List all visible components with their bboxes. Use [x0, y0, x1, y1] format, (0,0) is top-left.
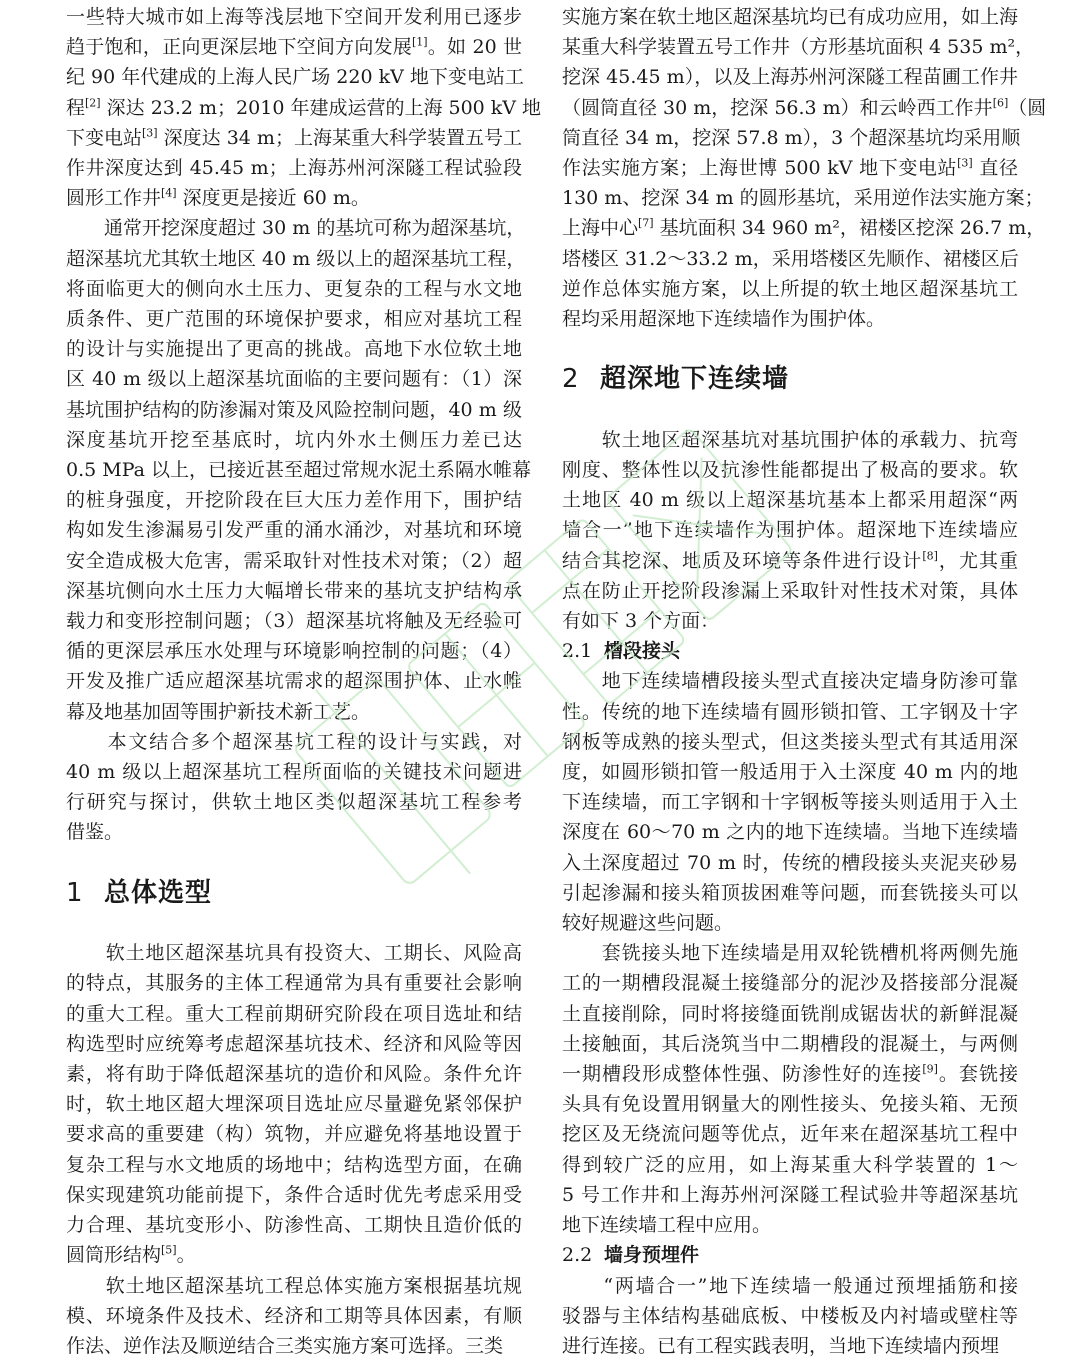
- text-line: 头具有免设置用钢量大的刚性接头、免接头箱、无预: [562, 1089, 1018, 1119]
- citation-ref: [9]: [922, 1063, 938, 1076]
- text-line: 下变电站[3] 深度达 34 m；上海某重大科学装置五号工: [66, 123, 522, 153]
- paragraph: [562, 666, 1018, 938]
- text-line: 40 m 级以上超深基坑工程所面临的关键技术问题进: [66, 757, 522, 787]
- section-number: 2: [562, 364, 600, 394]
- text-line: 幕及地基加固等围护新技术新工艺。: [66, 697, 522, 727]
- text-line: 工的一期槽段混凝土接缝部分的泥沙及搭接部分混凝: [562, 968, 1018, 998]
- subsection-heading: [562, 636, 1018, 666]
- text-line: 结合其挖深、地质及环境等条件进行设计[8]，尤其重: [562, 546, 1018, 576]
- text-line: 程[2] 深达 23.2 m；2010 年建成运营的上海 500 kV 地: [66, 93, 522, 123]
- text-line: 将面临更大的侧向水土压力、更复杂的工程与水文地: [66, 274, 522, 304]
- paragraph: [66, 727, 522, 848]
- spacer: [562, 395, 1018, 425]
- text-line: 保实现建筑功能前提下，条件合适时优先考虑采用受: [66, 1180, 522, 1210]
- section-title: 超深地下连续墙: [600, 364, 789, 394]
- text-line: 力合理、基坑变形小、防渗性高、工期快且造价低的: [66, 1210, 522, 1240]
- text-line: 行研究与探讨，供软土地区类似超深基坑工程参考: [66, 787, 522, 817]
- text-line: 深基坑侧向水土压力大幅增长带来的基坑支护结构承: [66, 576, 522, 606]
- text-line: 圆形工作井[4] 深度更是接近 60 m。: [66, 183, 522, 213]
- text-line: 开发及推广适应超深基坑需求的超深围护体、止水帷: [66, 666, 522, 696]
- text-line: 刚度、整体性以及抗渗性能都提出了极高的要求。软: [562, 455, 1018, 485]
- text-line: 的特点，其服务的主体工程通常为具有重要社会影响: [66, 968, 522, 998]
- paragraph: [66, 213, 522, 726]
- citation-ref: [3]: [957, 157, 973, 170]
- text-line: 构选型时应统筹考虑超深基坑技术、经济和风险等因: [66, 1029, 522, 1059]
- text-line: 5 号工作井和上海苏州河深隧工程试验井等超深基坑: [562, 1180, 1018, 1210]
- text-line: 套铣接头地下连续墙是用双轮铣槽机将两侧先施: [562, 938, 1018, 968]
- text-line: 构如发生渗漏易引发严重的涌水涌沙，对基坑和环境: [66, 515, 522, 545]
- paragraph: [66, 938, 522, 1270]
- text-line: 要求高的重要建（构）筑物，并应避免将基地设置于: [66, 1119, 522, 1149]
- section-heading: [66, 878, 522, 908]
- text-line: 逆作总体实施方案，以上所提的软土地区超深基坑工: [562, 274, 1018, 304]
- citation-ref: [8]: [922, 549, 938, 562]
- text-line: 一些特大城市如上海等浅层地下空间开发利用已逐步: [66, 2, 522, 32]
- text-line: 入土深度超过 70 m 时，传统的槽段接头夹泥夹砂易: [562, 848, 1018, 878]
- text-line: 土地区 40 m 级以上超深基坑基本上都采用超深“两: [562, 485, 1018, 515]
- text-line: 基坑围护结构的防渗漏对策及风险控制问题，40 m 级: [66, 395, 522, 425]
- right-column: [562, 2, 1018, 1361]
- section-title: 总体选型: [104, 878, 212, 908]
- text-line: 超深基坑尤其软土地区 40 m 级以上的超深基坑工程，: [66, 244, 522, 274]
- text-line: 地下连续墙槽段接头型式直接决定墙身防渗可靠: [562, 666, 1018, 696]
- subsection-heading: [562, 1240, 1018, 1270]
- text-line: 墙合一”地下连续墙作为围护体。超深地下连续墙应: [562, 515, 1018, 545]
- text-line: 程均采用超深地下连续墙作为围护体。: [562, 304, 1018, 334]
- text-line: 深度在 60～70 m 之内的地下连续墙。当地下连续墙: [562, 817, 1018, 847]
- text-line: 一期槽段形成整体性强、防渗性好的连接[9]。套铣接: [562, 1059, 1018, 1089]
- text-line: 进行连接。已有工程实践表明，当地下连续墙内预埋: [562, 1331, 1018, 1361]
- text-line: 的重大工程。重大工程前期研究阶段在项目选址和结: [66, 999, 522, 1029]
- paragraph: [562, 425, 1018, 636]
- text-line: 时，软土地区超大埋深项目选址应尽量避免紧邻保护: [66, 1089, 522, 1119]
- citation-ref: [4]: [161, 187, 177, 200]
- text-line: 度，如圆形锁扣管一般适用于入土深度 40 m 内的地: [562, 757, 1018, 787]
- text-line: 某重大科学装置五号工作井（方形基坑面积 4 535 m²，: [562, 32, 1018, 62]
- text-line: 本文结合多个超深基坑工程的设计与实践，对: [66, 727, 522, 757]
- spacer: [562, 334, 1018, 364]
- text-line: 质条件、更广范围的环境保护要求，相应对基坑工程: [66, 304, 522, 334]
- citation-ref: [7]: [638, 217, 654, 230]
- text-line: “两墙合一”地下连续墙一般通过预埋插筋和接: [562, 1271, 1018, 1301]
- text-line: 趋于饱和，正向更深层地下空间方向发展[1]。如 20 世: [66, 32, 522, 62]
- text-line: 塔楼区 31.2～33.2 m，采用塔楼区先顺作、裙楼区后: [562, 244, 1018, 274]
- text-line: 作法实施方案；上海世博 500 kV 地下变电站[3] 直径: [562, 153, 1018, 183]
- citation-ref: [2]: [85, 96, 101, 109]
- section-heading: [562, 364, 1018, 394]
- text-line: 有如下 3 个方面：: [562, 606, 1018, 636]
- text-line: 引起渗漏和接头箱顶拔困难等问题，而套铣接头可以: [562, 878, 1018, 908]
- text-line: 软土地区超深基坑具有投资大、工期长、风险高: [66, 938, 522, 968]
- text-line: 复杂工程与水文地质的场地中；结构选型方面，在确: [66, 1150, 522, 1180]
- text-line: 深度基坑开挖至基底时，坑内外水土侧压力差已达: [66, 425, 522, 455]
- citation-ref: [5]: [161, 1244, 177, 1257]
- text-line: 的设计与实施提出了更高的挑战。高地下水位软土地: [66, 334, 522, 364]
- paragraph: [562, 1271, 1018, 1361]
- text-line: 钢板等成熟的接头型式，但这类接头型式有其适用深: [562, 727, 1018, 757]
- text-line: 挖深 45.45 m），以及上海苏州河深隧工程苗圃工作井: [562, 62, 1018, 92]
- paragraph: [66, 1271, 522, 1361]
- citation-ref: [6]: [993, 96, 1009, 109]
- text-line: 实施方案在软土地区超深基坑均已有成功应用，如上海: [562, 2, 1018, 32]
- text-line: 圆筒形结构[5]。: [66, 1240, 522, 1270]
- text-line: 循的更深层承压水处理与环境影响控制的问题；（4）: [66, 636, 522, 666]
- spacer: [66, 908, 522, 938]
- text-line: 通常开挖深度超过 30 m 的基坑可称为超深基坑，: [66, 213, 522, 243]
- left-column: [66, 2, 522, 1361]
- spacer: [66, 848, 522, 878]
- subsection-title: 墙身预埋件: [604, 1244, 699, 1266]
- text-line: 作井深度达到 45.45 m；上海苏州河深隧工程试验段: [66, 153, 522, 183]
- paragraph: [562, 938, 1018, 1240]
- text-line: 点在防止开挖阶段渗漏上采取针对性技术对策，具体: [562, 576, 1018, 606]
- subsection-number: 2.2: [562, 1240, 604, 1270]
- subsection-number: 2.1: [562, 636, 604, 666]
- text-line: 土直接削除，同时将接缝面铣削成锯齿状的新鲜混凝: [562, 999, 1018, 1029]
- citation-ref: [1]: [412, 36, 428, 49]
- text-line: 地下连续墙工程中应用。: [562, 1210, 1018, 1240]
- text-line: 0.5 MPa 以上，已接近甚至超过常规水泥土系隔水帷幕: [66, 455, 522, 485]
- text-line: 借鉴。: [66, 817, 522, 847]
- text-line: 土接触面，其后浇筑当中二期槽段的混凝土，与两侧: [562, 1029, 1018, 1059]
- text-line: 纪 90 年代建成的上海人民广场 220 kV 地下变电站工: [66, 62, 522, 92]
- text-line: 挖区及无绕流问题等优点，近年来在超深基坑工程中: [562, 1119, 1018, 1149]
- citation-ref: [3]: [142, 126, 158, 139]
- text-line: 区 40 m 级以上超深基坑面临的主要问题有：（1）深: [66, 364, 522, 394]
- text-line: 下连续墙，而工字钢和十字钢板等接头则适用于入土: [562, 787, 1018, 817]
- text-line: 得到较广泛的应用，如上海某重大科学装置的 1～: [562, 1150, 1018, 1180]
- text-line: 模、环境条件及技术、经济和工期等具体因素，有顺: [66, 1301, 522, 1331]
- text-line: 筒直径 34 m，挖深 57.8 m），3 个超深基坑均采用顺: [562, 123, 1018, 153]
- paragraph: [66, 2, 522, 213]
- text-line: 安全造成极大危害，需采取针对性技术对策；（2）超: [66, 546, 522, 576]
- text-line: 性。传统的地下连续墙有圆形锁扣管、工字钢及十字: [562, 697, 1018, 727]
- text-line: 素，将有助于降低超深基坑的造价和风险。条件允许: [66, 1059, 522, 1089]
- text-line: 软土地区超深基坑对基坑围护体的承载力、抗弯: [562, 425, 1018, 455]
- text-line: 较好规避这些问题。: [562, 908, 1018, 938]
- text-line: 作法、逆作法及顺逆结合三类实施方案可选择。三类: [66, 1331, 522, 1361]
- text-line: 上海中心[7] 基坑面积 34 960 m²，裙楼区挖深 26.7 m，: [562, 213, 1018, 243]
- text-line: 的桩身强度，开挖阶段在巨大压力差作用下，围护结: [66, 485, 522, 515]
- text-line: 驳器与主体结构基础底板、中楼板及内衬墙或壁柱等: [562, 1301, 1018, 1331]
- text-line: 载力和变形控制问题；（3）超深基坑将触及无经验可: [66, 606, 522, 636]
- text-line: 130 m、挖深 34 m 的圆形基坑，采用逆作法实施方案；: [562, 183, 1018, 213]
- paragraph: [562, 2, 1018, 334]
- section-number: 1: [66, 878, 104, 908]
- text-line: 软土地区超深基坑工程总体实施方案根据基坑规: [66, 1271, 522, 1301]
- text-line: （圆筒直径 30 m，挖深 56.3 m）和云岭西工作井[6]（圆: [562, 93, 1018, 123]
- subsection-title: 槽段接头: [604, 640, 680, 662]
